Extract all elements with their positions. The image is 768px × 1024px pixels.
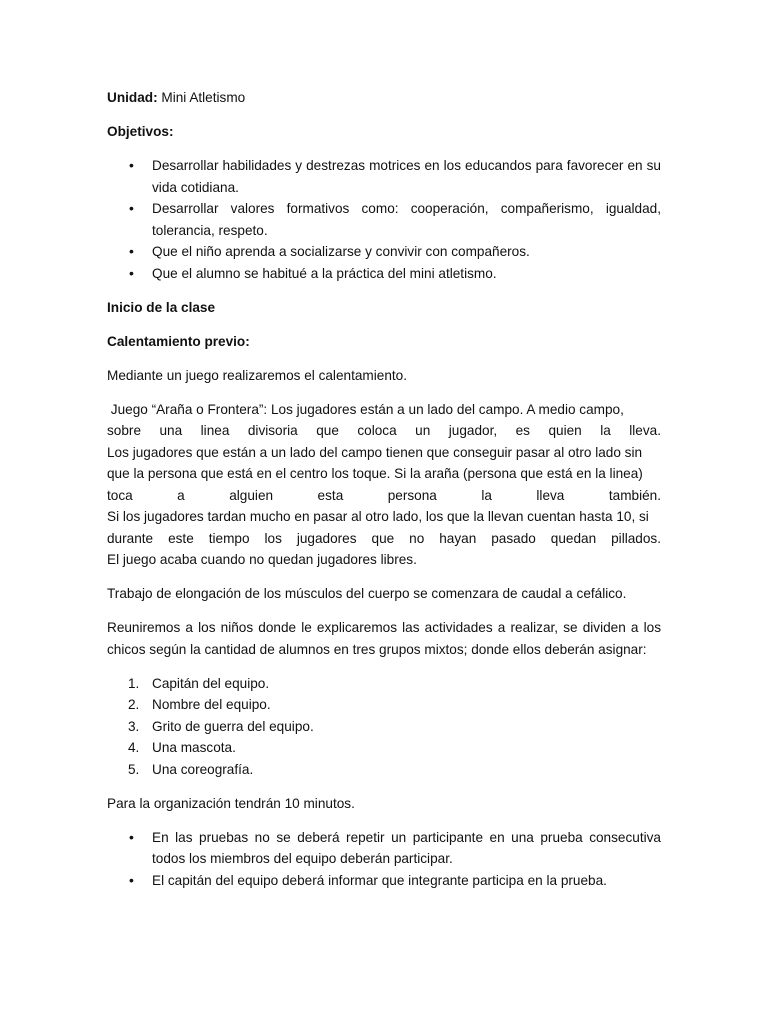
list-number: 1. (128, 675, 140, 691)
list-item (107, 198, 661, 241)
bullet-icon: • (129, 871, 134, 888)
list-item (107, 241, 661, 263)
bullet-icon: • (129, 243, 134, 259)
list-number: 3. (128, 718, 140, 734)
reglas-list (107, 827, 661, 892)
juego-description (107, 399, 661, 571)
list-item (107, 827, 661, 870)
list-item (107, 155, 661, 198)
asignar-text: Grito de guerra del equipo. (152, 718, 314, 734)
juego-line: Si los jugadores tardan mucho en pasar al otro lado, los que la llevan cuentan hasta 10, si (107, 509, 649, 524)
objetivo-text: Que el alumno se habitué a la práctica del mini atletismo. (152, 265, 497, 281)
asignar-list (107, 673, 661, 781)
calentamiento-intro: Mediante un juego realizaremos el calentamiento. (107, 367, 407, 383)
juego-line: sobre una linea divisoria que coloca un jugador, es quien la lleva. (107, 423, 661, 438)
regla-text: El capitán del equipo deberá informar que integrante participa en la prueba. (152, 872, 607, 888)
organizacion-paragraph: Para la organización tendrán 10 minutos. (107, 795, 355, 811)
list-number: 2. (128, 697, 140, 712)
list-item (107, 694, 661, 716)
list-number: 4. (128, 740, 140, 755)
list-number: 5. (128, 761, 140, 777)
juego-line: que la persona que está en el centro los toque. Si la araña (persona que está en la linea) (107, 466, 643, 481)
unidad-value: Mini Atletismo (157, 90, 246, 105)
objetivo-text: Desarrollar valores formativos como: cooperación, compañerismo, igualdad, tolerancia, respeto. (152, 201, 661, 238)
asignar-text: Una mascota. (152, 740, 236, 755)
list-item (107, 263, 661, 285)
asignar-text: Capitán del equipo. (152, 675, 270, 691)
bullet-icon: • (129, 200, 134, 216)
asignar-text: Nombre del equipo. (152, 697, 271, 712)
elongacion-paragraph: Trabajo de elongación de los músculos del cuerpo se comenzara de caudal a cefálico. (107, 586, 627, 601)
list-item (107, 737, 661, 759)
list-item (107, 759, 661, 781)
juego-line: El juego acaba cuando no quedan jugadores libres. (107, 552, 417, 567)
document-page (107, 87, 661, 904)
bullet-icon: • (129, 157, 134, 173)
list-item (107, 716, 661, 738)
objetivo-text: Desarrollar habilidades y destrezas motrices en los educandos para favorecer en su vida cotidiana. (152, 158, 661, 195)
objetivo-text: Que el niño aprenda a socializarse y convivir con compañeros. (152, 244, 530, 259)
bullet-icon: • (129, 264, 134, 281)
list-item (107, 673, 661, 695)
calentamiento-heading: Calentamiento previo: (107, 333, 250, 349)
juego-line: Los jugadores que están a un lado del campo tienen que conseguir pasar al otro lado sin (107, 444, 643, 460)
juego-line: durante este tiempo los jugadores que no hayan pasado quedan pillados. (107, 530, 661, 546)
unidad-line (107, 87, 661, 109)
asignar-text: Una coreografía. (152, 761, 254, 777)
objetivos-list (107, 155, 661, 284)
unidad-label: Unidad: (107, 90, 158, 105)
reuniremos-paragraph: Reuniremos a los niños donde le explicaremos las actividades a realizar, se dividen a los chicos según la cantidad de alumnos en tres grupos mixtos; donde ellos deberán asignar: (107, 620, 661, 657)
list-item (107, 870, 661, 892)
regla-text: En las pruebas no se deberá repetir un participante en una prueba consecutiva todos los miembros del equipo deberán participar. (152, 829, 661, 866)
juego-line: toca a alguien esta persona la lleva también. (107, 487, 661, 503)
juego-line: Juego “Araña o Frontera”: Los jugadores están a un lado del campo. A medio campo, (107, 401, 624, 417)
inicio-heading: Inicio de la clase (107, 299, 216, 315)
objetivos-heading: Objetivos: (107, 124, 174, 139)
bullet-icon: • (129, 828, 134, 845)
